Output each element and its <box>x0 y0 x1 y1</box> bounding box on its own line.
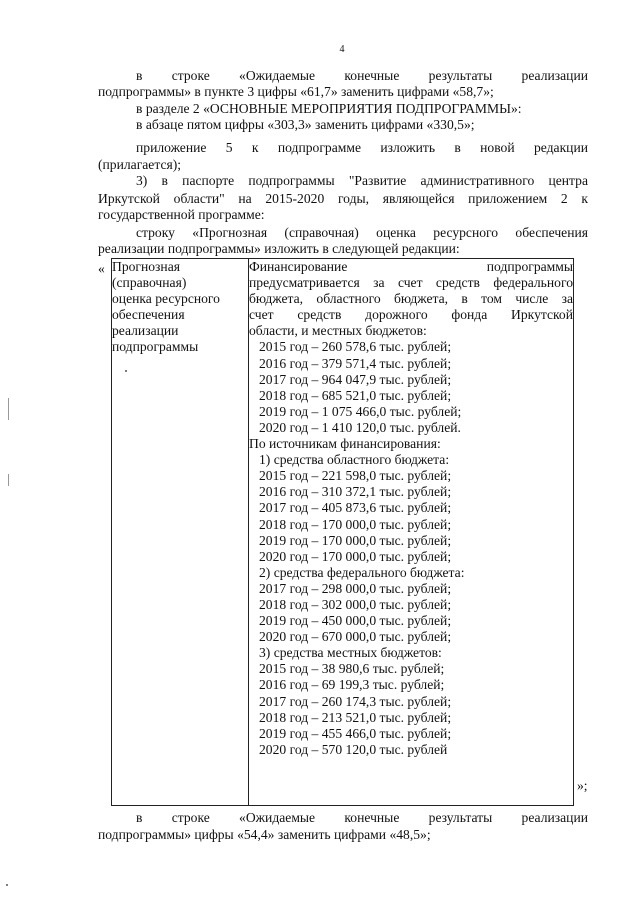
total-line: 2015 год – 260 578,6 тыс. рублей; <box>259 339 452 355</box>
sources-header: По источникам финансирования: <box>249 436 441 452</box>
federal-line: 2017 год – 298 000,0 тыс. рублей; <box>259 580 452 596</box>
intro-line-9: государственной программе: <box>98 207 265 222</box>
intro-line-2: подпрограммы» в пункте 3 цифры «61,7» заменить цифрами «58,7»; <box>98 84 494 99</box>
regional-line: 2017 год – 405 873,6 тыс. рублей; <box>259 500 452 516</box>
local-header: 3) средства местных бюджетов: <box>259 645 442 661</box>
regional-line: 2016 год – 310 372,1 тыс. рублей; <box>259 484 452 500</box>
federal-line: 2019 год – 450 000,0 тыс. рублей; <box>259 613 452 629</box>
scan-speck <box>125 370 127 372</box>
regional-line: 2019 год – 170 000,0 тыс. рублей; <box>259 532 452 548</box>
closing-line-2: подпрограммы» цифры «54,4» заменить цифрами «48,5»; <box>98 827 431 842</box>
intro-line-5: приложение 5 к подпрограмме изложить в новой редакции <box>136 140 588 155</box>
left-line-1: Прогнозная <box>112 259 180 274</box>
resource-table <box>111 258 574 806</box>
right-line-1: Финансирование подпрограммы <box>249 259 573 274</box>
intro-line-1: в строке «Ожидаемые конечные результаты реализации <box>136 68 588 83</box>
intro-line-3: в разделе 2 «ОСНОВНЫЕ МЕРОПРИЯТИЯ ПОДПРОГРАММЫ»: <box>136 101 522 116</box>
regional-line: 2018 год – 170 000,0 тыс. рублей; <box>259 516 452 532</box>
left-line-4: обеспечения <box>112 307 185 323</box>
table-left-cell <box>112 259 249 806</box>
left-line-3: оценка ресурсного <box>112 291 220 307</box>
federal-line: 2020 год – 670 000,0 тыс. рублей; <box>259 629 452 645</box>
total-line: 2018 год – 685 521,0 тыс. рублей; <box>259 387 452 403</box>
intro-line-4: в абзаце пятом цифры «303,3» заменить цифрами «330,5»; <box>136 117 475 132</box>
federal-header: 2) средства федерального бюджета: <box>259 564 465 580</box>
table-right-cell <box>249 259 574 806</box>
federal-line: 2018 год – 302 000,0 тыс. рублей; <box>259 596 452 612</box>
total-line: 2019 год – 1 075 466,0 тыс. рублей; <box>259 403 462 419</box>
intro-line-11: реализации подпрограммы» изложить в следующей редакции: <box>98 241 460 256</box>
margin-mark <box>8 474 9 486</box>
left-line-6: подпрограммы <box>112 339 199 355</box>
closing-line-1: в строке «Ожидаемые конечные результаты реализации <box>136 810 588 825</box>
right-line-3: бюджета, областного бюджета, в том числе за <box>249 291 573 307</box>
right-line-5: области, и местных бюджетов: <box>249 323 427 339</box>
regional-line: 2020 год – 170 000,0 тыс. рублей; <box>259 548 452 564</box>
margin-mark <box>8 398 9 420</box>
right-line-4: счет средств дорожного фонда Иркутской <box>249 307 573 323</box>
intro-line-7: 3) в паспорте подпрограммы "Развитие административного центра <box>136 173 588 188</box>
local-line: 2018 год – 213 521,0 тыс. рублей; <box>259 709 452 725</box>
local-line: 2016 год – 69 199,3 тыс. рублей; <box>259 677 445 693</box>
local-line: 2019 год – 455 466,0 тыс. рублей; <box>259 725 452 741</box>
intro-line-6: (прилагается); <box>98 157 182 172</box>
regional-header: 1) средства областного бюджета: <box>259 452 450 468</box>
close-quote: »; <box>577 778 588 793</box>
right-line-2: предусматривается за счет средств федерального <box>249 275 573 291</box>
total-line: 2016 год – 379 571,4 тыс. рублей; <box>259 355 452 371</box>
intro-line-10: строку «Прогнозная (справочная) оценка ресурсного обеспечения <box>136 225 588 240</box>
local-line: 2015 год – 38 980,6 тыс. рублей; <box>259 661 445 677</box>
open-quote: « <box>98 261 105 276</box>
local-line: 2017 год – 260 174,3 тыс. рублей; <box>259 693 452 709</box>
regional-line: 2015 год – 221 598,0 тыс. рублей; <box>259 468 452 484</box>
intro-line-8: Иркутской области" на 2015-2020 годы, являющейся приложением 2 к <box>98 191 588 206</box>
page-number: 4 <box>339 44 345 55</box>
total-line: 2020 год – 1 410 120,0 тыс. рублей. <box>259 419 461 435</box>
total-line: 2017 год – 964 047,9 тыс. рублей; <box>259 371 452 387</box>
local-line: 2020 год – 570 120,0 тыс. рублей <box>259 741 448 757</box>
left-line-2: (справочная) <box>112 275 187 291</box>
scan-speck <box>6 884 8 886</box>
left-line-5: реализации <box>112 323 179 339</box>
